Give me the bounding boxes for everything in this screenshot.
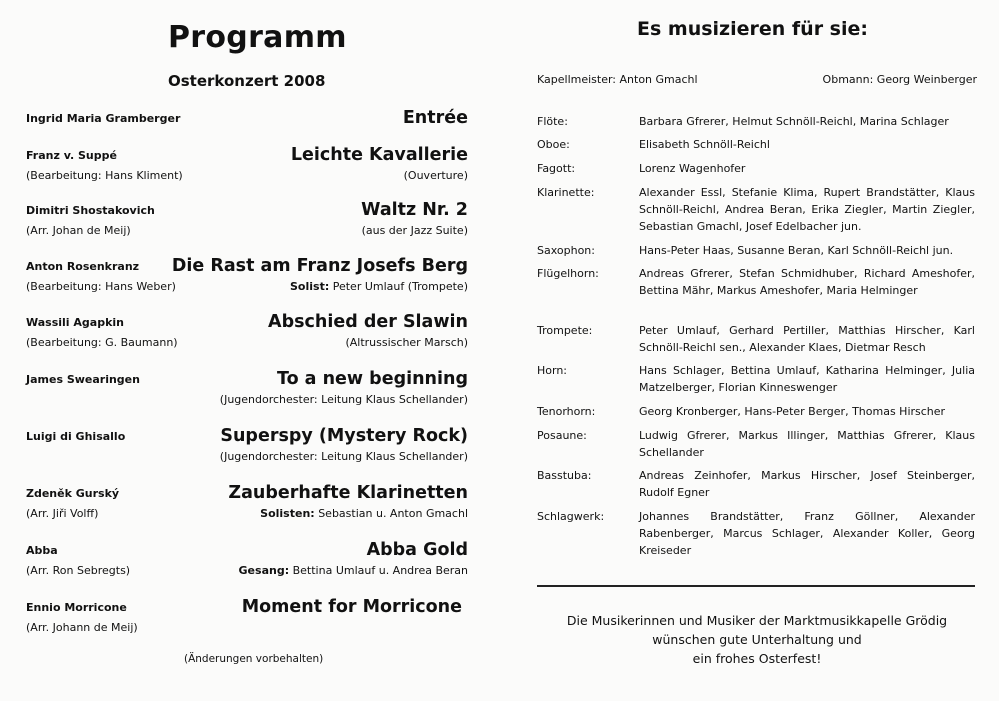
composer: Dimitri Shostakovich [26,204,155,217]
program-entry [26,369,468,419]
note-label: Solist: [290,280,330,293]
program-entry [26,200,468,250]
piece-note [260,507,468,520]
instrument-label: Posaune: [537,429,587,442]
piece-note: (Jugendorchester: Leitung Klaus Schellander) [219,450,468,463]
note-text: Peter Umlauf (Trompete) [332,280,468,293]
program-entry [26,312,468,362]
instrument-label: Oboe: [537,138,570,151]
note-text: Bettina Umlauf u. Andrea Beran [292,564,468,577]
program-entry [26,256,468,306]
kapellmeister: Kapellmeister: Anton Gmachl [537,73,698,86]
arrangement: (Bearbeitung: Hans Weber) [26,280,176,293]
musician-names: Ludwig Gfrerer, Markus Illinger, Matthias Gfrerer, Klaus Schellander [639,429,975,459]
piece-title: Superspy (Mystery Rock) [220,426,468,446]
composer: Franz v. Suppé [26,149,117,162]
piece-title: To a new beginning [276,369,468,389]
composer: Abba [26,544,58,557]
piece-title: Entrée [402,108,468,128]
composer: Wassili Agapkin [26,316,125,329]
musician-names: Peter Umlauf, Gerhard Pertiller, Matthias Hirscher, Karl Schnöll-Reichl sen., Alexander Klaes, Dietmar Resch [639,324,975,354]
piece-title: Waltz Nr. 2 [361,200,468,220]
composer: James Swearingen [26,373,140,386]
piece-note: (aus der Jazz Suite) [361,224,468,237]
musician-names: Alexander Essl, Stefanie Klima, Rupert Brandstätter, Klaus Schnöll-Reichl, Andrea Beran, Erika Ziegler, Martin Ziegler, Sebastian Gmachl, Josef Edelbacher jun. [639,186,975,233]
program-column [26,0,468,701]
arrangement: (Arr. Ron Sebregts) [26,564,131,577]
arrangement: (Arr. Johann de Meij) [26,621,138,634]
instrument-label: Schlagwerk: [537,510,605,523]
composer: Anton Rosenkranz [26,260,140,273]
piece-note [239,564,468,577]
piece-note [290,280,468,293]
instrument-label: Horn: [537,364,568,377]
piece-title: Abba Gold [366,540,468,560]
instrument-label: Klarinette: [537,186,595,199]
changes-note: (Änderungen vorbehalten) [184,653,324,665]
musician-names: Elisabeth Schnöll-Reichl [639,138,770,151]
piece-title: Moment for Morricone [241,597,462,617]
musician-names: Andreas Gfrerer, Stefan Schmidhuber, Richard Ameshofer, Bettina Mähr, Markus Ameshofer, Maria Helminger [639,267,975,297]
instrument-label: Fagott: [537,162,576,175]
arrangement: (Arr. Jiři Volff) [26,507,99,520]
arrangement: (Bearbeitung: G. Baumann) [26,336,178,349]
arrangement: (Arr. Johan de Meij) [26,224,131,237]
piece-note: (Ouverture) [403,169,468,182]
musician-names: Andreas Zeinhofer, Markus Hirscher, Josef Steinberger, Rudolf Egner [639,469,975,499]
instrument-label: Flöte: [537,115,568,128]
composer: Ennio Morricone [26,601,127,614]
note-text: Sebastian u. Anton Gmachl [318,507,468,520]
instrument-label: Tenorhorn: [537,405,596,418]
divider-line [537,585,975,587]
composer: Luigi di Ghisallo [26,430,126,443]
program-title: Programm [168,20,347,55]
note-label: Solisten: [260,507,315,520]
musician-names: Georg Kronberger, Hans-Peter Berger, Thomas Hirscher [639,405,946,418]
musician-names: Johannes Brandstätter, Franz Göllner, Alexander Rabenberger, Marcus Schlager, Alexander Koller, Georg Kreiseder [639,510,975,557]
arrangement: (Bearbeitung: Hans Kliment) [26,169,183,182]
piece-title: Die Rast am Franz Josefs Berg [171,256,468,276]
musicians-column [537,0,977,701]
piece-title: Abschied der Slawin [268,312,468,332]
obmann: Obmann: Georg Weinberger [822,73,977,86]
program-entry [26,426,468,476]
closing-line: wünschen gute Unterhaltung und [652,632,862,647]
closing-message [537,611,977,668]
program-subtitle: Osterkonzert 2008 [168,72,326,90]
piece-title: Leichte Kavallerie [290,145,468,165]
piece-note: (Jugendorchester: Leitung Klaus Schellander) [219,393,468,406]
instrument-label: Saxophon: [537,244,595,257]
musician-names: Hans Schlager, Bettina Umlauf, Katharina Helminger, Julia Matzelberger, Florian Kinneswenger [639,364,975,394]
closing-line: Die Musikerinnen und Musiker der Marktmusikkapelle Grödig [566,613,948,628]
musician-names: Hans-Peter Haas, Susanne Beran, Karl Schnöll-Reichl jun. [639,244,954,257]
instrument-label: Trompete: [537,324,593,337]
note-label: Gesang: [238,564,290,577]
closing-line: ein frohes Osterfest! [692,651,822,666]
program-entry [26,597,468,647]
instrument-label: Basstuba: [537,469,592,482]
musician-names: Barbara Gfrerer, Helmut Schnöll-Reichl, Marina Schlager [639,115,949,128]
musician-names: Lorenz Wagenhofer [639,162,746,175]
piece-title: Zauberhafte Klarinetten [228,483,468,503]
composer: Zdeněk Gurský [26,487,120,500]
instrument-label: Flügelhorn: [537,267,599,280]
program-entry [26,145,468,195]
piece-note: (Altrussischer Marsch) [345,336,468,349]
composer: Ingrid Maria Gramberger [26,112,181,125]
musicians-title: Es musizieren für sie: [637,18,868,40]
program-entry [26,540,468,590]
program-entry [26,483,468,533]
